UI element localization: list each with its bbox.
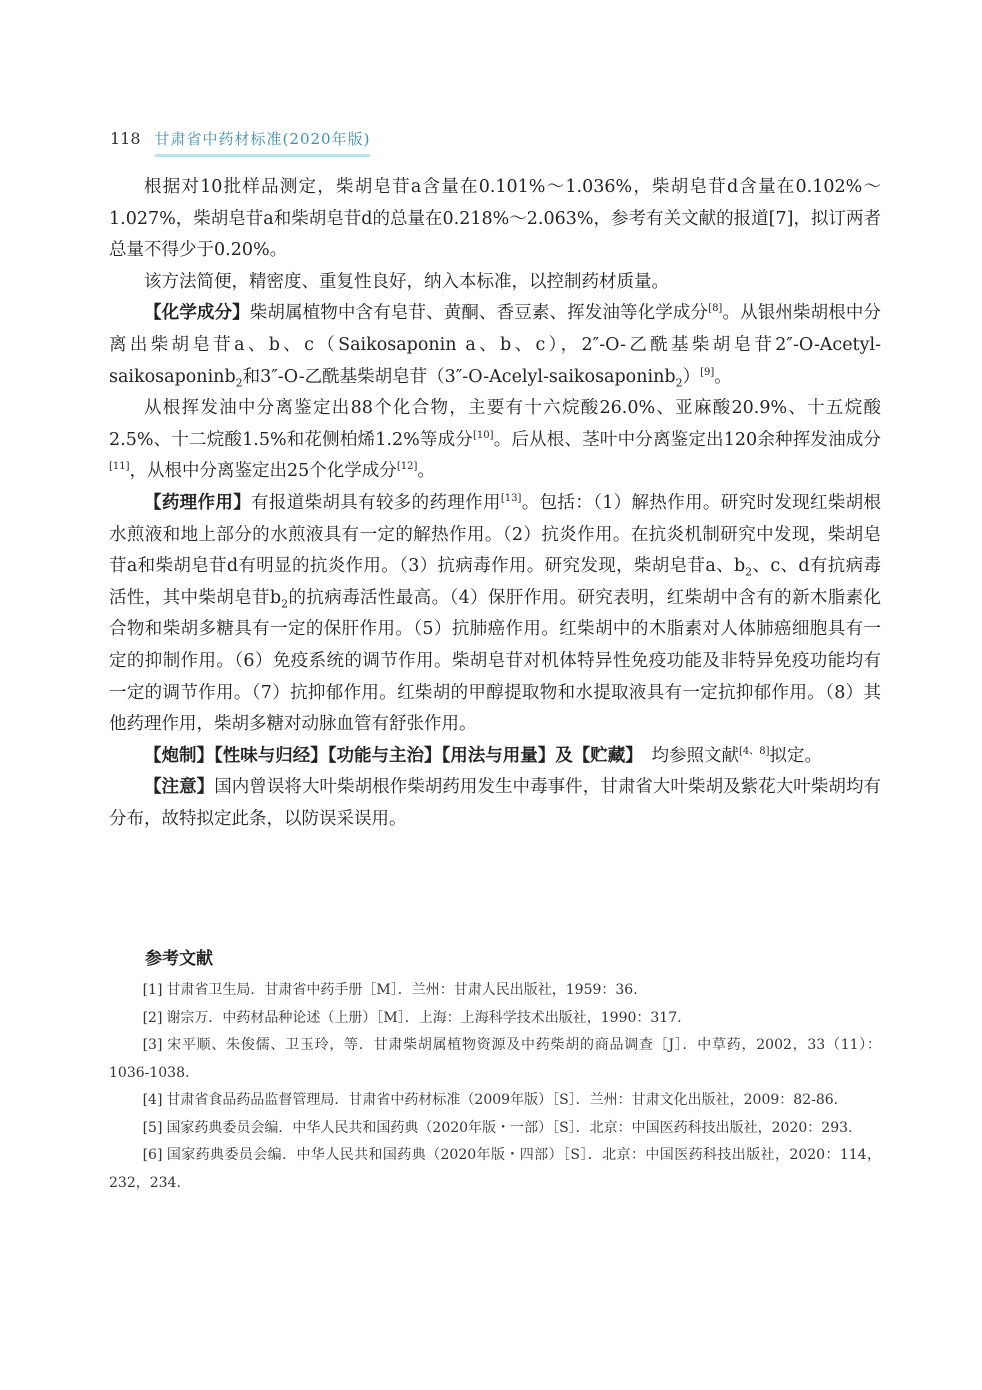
paragraph-volatile-oil: 从根挥发油中分离鉴定出88个化合物，主要有十六烷酸26.0%、亚麻酸20.9%、十五烷酸2.5%、十二烷酸1.5%和花侧柏烯1.2%等成分[10]。后从根、茎叶中分离鉴定出120余种挥发油成分[11]，从根中分离鉴定出25个化学成分[12]。 xyxy=(109,398,881,482)
citation: [13] xyxy=(500,493,522,505)
citation: [10] xyxy=(472,429,494,441)
section-heading: 【炮制】【性味与归经】【功能与主治】【用法与用量】及【贮藏】 xyxy=(144,745,634,766)
page-header xyxy=(110,128,370,157)
reference-item: [1] 甘肃省卫生局．甘肃省中药手册［M］．兰州：甘肃人民出版社，1959：36. xyxy=(142,982,638,998)
paragraph-chemical: 【化学成分】柴胡属植物中含有皂苷、黄酮、香豆素、挥发油等化学成分[8]。从银州柴胡根中分离出柴胡皂苷a、b、c（Saikosaponin a、b、c），2″-O-乙酰基柴胡皂苷2″-O-Acetyl-saikosaponinb$_2$和3″-O-乙酰基柴胡皂苷（3″-O-Acelyl-saikosaponinb$_2$）[9]。 xyxy=(109,303,882,390)
reference-item: [6] 国家药典委员会编．中华人民共和国药典（2020年版・四部）［S］．北京：中国医药科技出版社，2020：114，232，234. xyxy=(109,1147,881,1191)
paragraph: 该方法简便，精密度、重复性良好，纳入本标准，以控制药材质量。 xyxy=(144,271,669,292)
paragraph: 根据对10批样品测定，柴胡皂苷a含量在0.101%～1.036%，柴胡皂苷d含量在0.102%～1.027%，柴胡皂苷a和柴胡皂苷d的总量在0.218%～2.063%，参考有关文献的报道[7]，拟订两者总量不得少于0.20%。 xyxy=(109,177,881,261)
citation: [4、8] xyxy=(739,745,770,757)
paragraph-pharmacology: 【药理作用】有报道柴胡具有较多的药理作用[13]。包括：（1）解热作用。研究时发现红柴胡根水煎液和地上部分的水煎液具有一定的解热作用。（2）抗炎作用。在抗炎机制研究中发现，柴胡皂苷a和柴胡皂苷d有明显的抗炎作用。（3）抗病毒作用。研究发现，柴胡皂苷a、$b_2$、c、d有抗病毒活性，其中柴胡皂苷$b_2$的抗病毒活性最高。（4）保肝作用。研究表明，红柴胡中含有的新木脂素化合物和柴胡多糖具有一定的保肝作用。（5）抗肺癌作用。红柴胡中的木脂素对人体肺癌细胞具有一定的抑制作用。（6）免疫系统的调节作用。柴胡皂苷对机体特异性免疫功能及非特异免疫功能均有一定的调节作用。（7）抗抑郁作用。红柴胡的甲醇提取物和水提取液具有一定抗抑郁作用。（8）其他药理作用，柴胡多糖对动脉血管有舒张作用。 xyxy=(109,492,881,735)
citation: [8] xyxy=(708,303,723,315)
running-title: 甘肃省中药材标准(2020年版) xyxy=(155,128,371,157)
section-heading: 【药理作用】 xyxy=(144,492,252,513)
citation: [9] xyxy=(700,366,715,378)
reference-item: [4] 甘肃省食品药品监督管理局．甘肃省中药材标准（2009年版）［S］．兰州：甘肃文化出版社，2009：82-86. xyxy=(142,1092,839,1108)
references-heading: 参考文献 xyxy=(145,949,213,969)
paragraph-caution: 【注意】国内曾误将大叶柴胡根作柴胡药用发生中毒事件，甘肃省大叶柴胡及紫花大叶柴胡均有分布，故特拟定此条，以防误采误用。 xyxy=(109,777,882,829)
reference-item: [5] 国家药典委员会编．中华人民共和国药典（2020年版・一部）［S］．北京：中国医药科技出版社，2020：293. xyxy=(142,1119,853,1136)
references-section xyxy=(109,944,881,1197)
section-heading: 【化学成分】 xyxy=(144,303,250,324)
page-number: 118 xyxy=(110,129,141,148)
reference-item: [2] 谢宗万．中药材品种论述（上册）［M］．上海：上海科学技术出版社，1990：317. xyxy=(142,1009,682,1026)
citation: [11] xyxy=(109,461,130,473)
paragraph-processing: 【炮制】【性味与归经】【功能与主治】【用法与用量】及【贮藏】 均参照文献[4、8]拟定。 xyxy=(144,745,823,766)
citation: [12] xyxy=(396,461,418,473)
reference-item: [3] 宋平顺、朱俊儒、卫玉玲，等．甘肃柴胡属植物资源及中药柴胡的商品调查［J］．中草药，2002，33（11）：1036-1038. xyxy=(109,1037,881,1081)
body-text xyxy=(109,172,881,835)
section-heading: 【注意】 xyxy=(144,777,215,798)
